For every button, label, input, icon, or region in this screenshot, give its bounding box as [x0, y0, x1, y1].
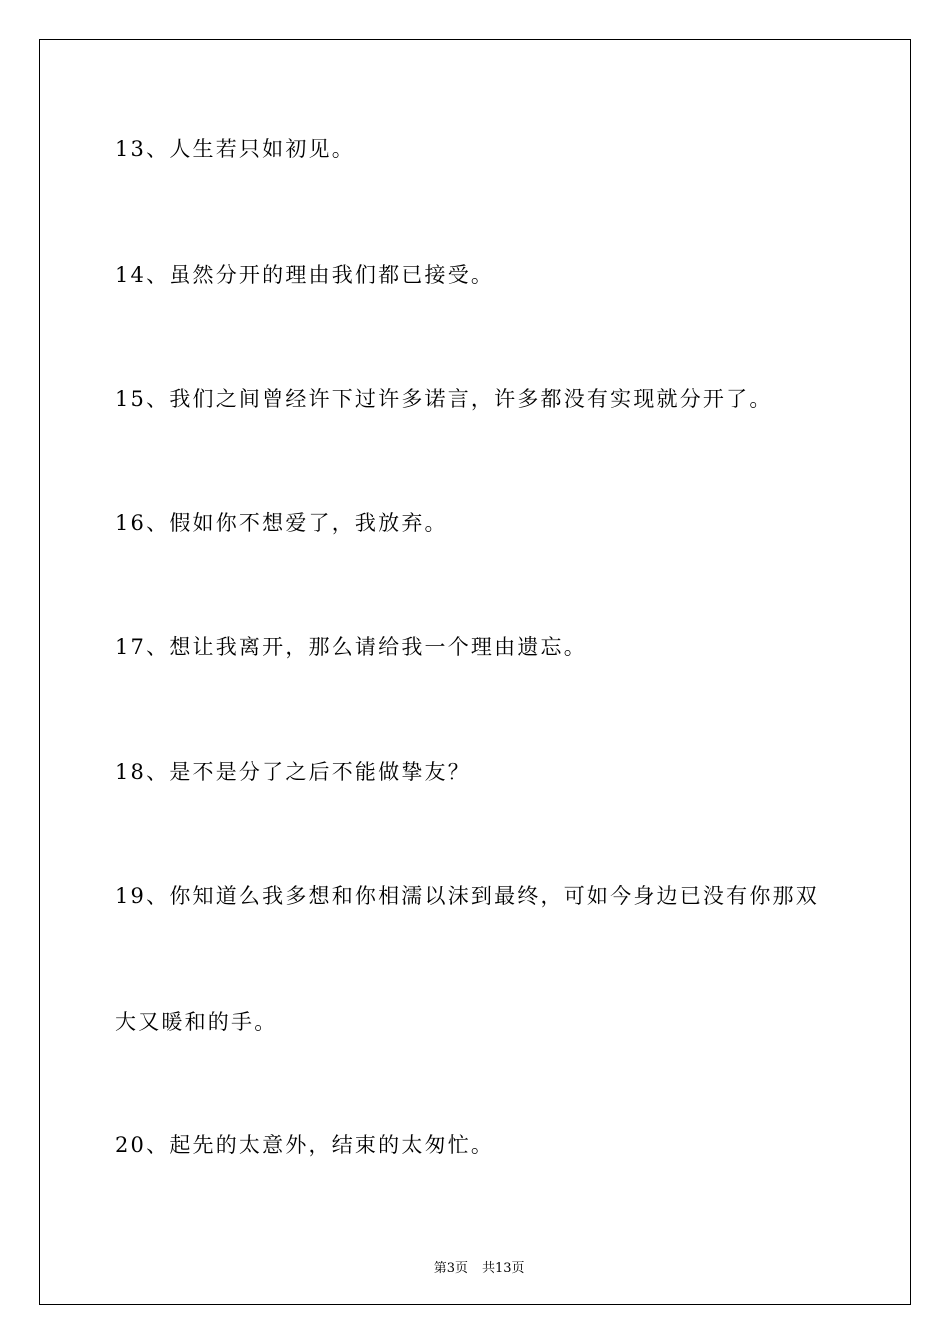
list-item: 14、虽然分开的理由我们都已接受。 — [115, 263, 495, 287]
list-item: 16、假如你不想爱了，我放弃。 — [115, 511, 448, 535]
list-item: 17、想让我离开，那么请给我一个理由遗忘。 — [115, 635, 587, 659]
page-number: 第3页 — [433, 1261, 468, 1276]
page-border — [39, 39, 911, 1305]
page-total: 共13页 — [482, 1261, 525, 1276]
list-item-continuation: 大又暖和的手。 — [115, 1010, 278, 1034]
list-item: 19、你知道么我多想和你相濡以沫到最终，可如今身边已没有你那双 — [115, 884, 819, 908]
list-item: 13、人生若只如初见。 — [115, 137, 355, 161]
page-footer — [0, 1249, 950, 1275]
list-item: 18、是不是分了之后不能做挚友？ — [115, 760, 471, 784]
list-item: 15、我们之间曾经许下过许多诺言，许多都没有实现就分开了。 — [115, 387, 773, 411]
list-item: 20、起先的太意外，结束的太匆忙。 — [115, 1133, 495, 1157]
